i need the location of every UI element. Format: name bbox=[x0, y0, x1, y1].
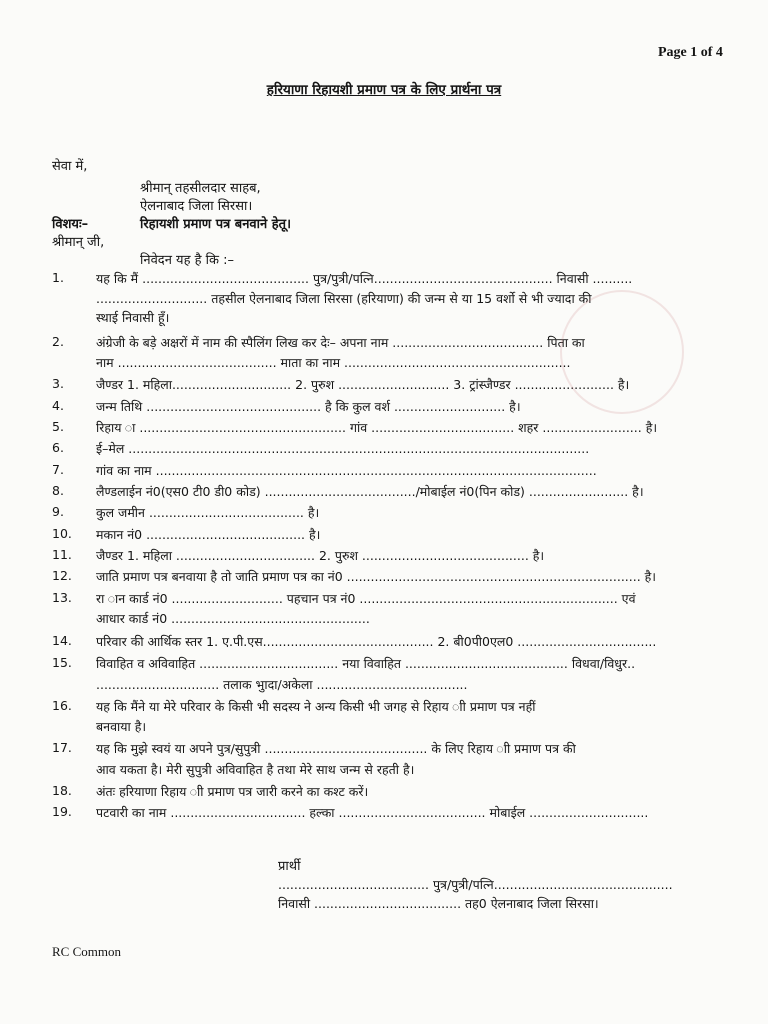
item-line: बनवाया है। bbox=[96, 719, 147, 734]
document-title: हरियाणा रिहायशी प्रमाण पत्र के लिए प्रार्थना पत्र bbox=[266, 82, 502, 98]
applicant-line-1: ...................................... पुत्र/पुत्री/पत्नि............................................. bbox=[278, 877, 673, 892]
item-line: स्थाई निवासी हूँ। bbox=[96, 310, 170, 325]
item-line: रा ान कार्ड नं0 ............................ पहचान पत्र नं0 ................................................................. एवं bbox=[96, 591, 636, 606]
addressee-line-2: ऐलनाबाद जिला सिरसा। bbox=[140, 199, 253, 214]
faded-stamp bbox=[560, 290, 684, 414]
item-line: पटवारी का नाम .................................. हल्का ..................................... मोबाईल .............................. bbox=[96, 805, 649, 820]
item-number: 9. bbox=[52, 504, 64, 519]
item-number: 5. bbox=[52, 419, 64, 434]
item-number: 6. bbox=[52, 440, 64, 455]
applicant-line-2: निवासी ..................................... तह0 ऐलनाबाद जिला सिरसा। bbox=[278, 896, 599, 911]
item-line: गांव का नाम ............................................................................................................... bbox=[96, 463, 597, 478]
item-line: परिवार की आर्थिक स्तर 1. ए.पी.एस........................................... 2. बी0पी0एल0 ................................... bbox=[96, 634, 657, 649]
item-number: 3. bbox=[52, 376, 64, 391]
item-line: आव यकता है। मेरी सुपुत्री अविवाहित है तथा मेरे साथ जन्म से रहती है। bbox=[96, 762, 415, 777]
subject-text: रिहायशी प्रमाण पत्र बनवाने हेतू। bbox=[140, 217, 291, 232]
item-line: ............................ तहसील ऐलनाबाद जिला सिरसा (हरियाणा) की जन्म से या 15 वर्शो से भी ज्यादा की bbox=[96, 291, 592, 306]
item-number: 16. bbox=[52, 698, 72, 713]
item-number: 8. bbox=[52, 483, 64, 498]
item-number: 18. bbox=[52, 783, 72, 798]
item-line: नाम ........................................ माता का नाम ......................................................... bbox=[96, 355, 571, 370]
item-number: 13. bbox=[52, 590, 72, 605]
page-number: Page 1 of 4 bbox=[658, 45, 723, 60]
item-number: 2. bbox=[52, 334, 64, 349]
item-number: 4. bbox=[52, 398, 64, 413]
item-line: यह कि मुझे स्वयं या अपने पुत्र/सुपुत्री ......................................... के लिए रिहाय ाी प्रमाण पत्र की bbox=[96, 741, 576, 756]
subject-label: विशयः– bbox=[52, 217, 89, 232]
item-line: विवाहित व अविवाहित ................................... नया विवाहित ......................................... विधवा/विधुर.. bbox=[96, 656, 636, 671]
item-line: जैण्डर 1. महिला.............................. 2. पुरुश ............................ 3. ट्रांस्जैण्डर ......................... है। bbox=[96, 377, 630, 392]
item-number: 1. bbox=[52, 270, 64, 285]
addressee-line-1: श्रीमान् तहसीलदार साहब, bbox=[140, 181, 261, 196]
item-line: लैण्डलाईन नं0(एस0 टी0 डी0 कोड) ....................................../मोबाईल नं0(पिन कोड) ......................... है। bbox=[96, 484, 644, 499]
item-number: 19. bbox=[52, 804, 72, 819]
greeting: श्रीमान् जी, bbox=[52, 235, 105, 250]
item-line: अंतः हरियाणा रिहाय ाी प्रमाण पत्र जारी करने का कश्ट करें। bbox=[96, 784, 369, 799]
item-line: आधार कार्ड नं0 .................................................. bbox=[96, 611, 370, 626]
applicant-label: प्रार्थी bbox=[278, 859, 301, 874]
item-number: 12. bbox=[52, 568, 72, 583]
item-number: 17. bbox=[52, 740, 72, 755]
item-line: रिहाय ा .................................................... गांव .................................... शहर ......................... है। bbox=[96, 420, 658, 435]
item-line: ई–मेल .................................................................................................................... bbox=[96, 441, 590, 456]
item-line: ............................... तलाक भुादा/अकेला ...................................... bbox=[96, 677, 468, 692]
item-number: 10. bbox=[52, 526, 72, 541]
footer-text: RC Common bbox=[52, 944, 121, 959]
item-line: अंग्रेजी के बड़े अक्षरों में नाम की स्पैलिंग लिख कर देः– अपना नाम ...................................... पिता का bbox=[96, 335, 585, 350]
item-number: 11. bbox=[52, 547, 72, 562]
item-line: यह कि मैंने या मेरे परिवार के किसी भी सदस्य ने अन्य किसी भी जगह से रिहाय ाी प्रमाण पत्र नहीं bbox=[96, 699, 536, 714]
item-line: जन्म तिथि ............................................ है कि कुल वर्श ............................ है। bbox=[96, 399, 521, 414]
item-line: कुल जमीन ....................................... है। bbox=[96, 505, 320, 520]
item-number: 7. bbox=[52, 462, 64, 477]
item-line: मकान नं0 ........................................ है। bbox=[96, 527, 321, 542]
item-line: जाति प्रमाण पत्र बनवाया है तो जाति प्रमाण पत्र का नं0 .......................................................................... है। bbox=[96, 569, 657, 584]
request-intro: निवेदन यह है कि :– bbox=[140, 253, 235, 268]
item-line: जैण्डर 1. महिला ................................... 2. पुरुश .......................................... है। bbox=[96, 548, 545, 563]
item-number: 15. bbox=[52, 655, 72, 670]
item-line: यह कि मैं .......................................... पुत्र/पुत्री/पत्नि............................................. निवासी .......... bbox=[96, 271, 633, 286]
salutation-to: सेवा में, bbox=[52, 159, 88, 174]
item-number: 14. bbox=[52, 633, 72, 648]
